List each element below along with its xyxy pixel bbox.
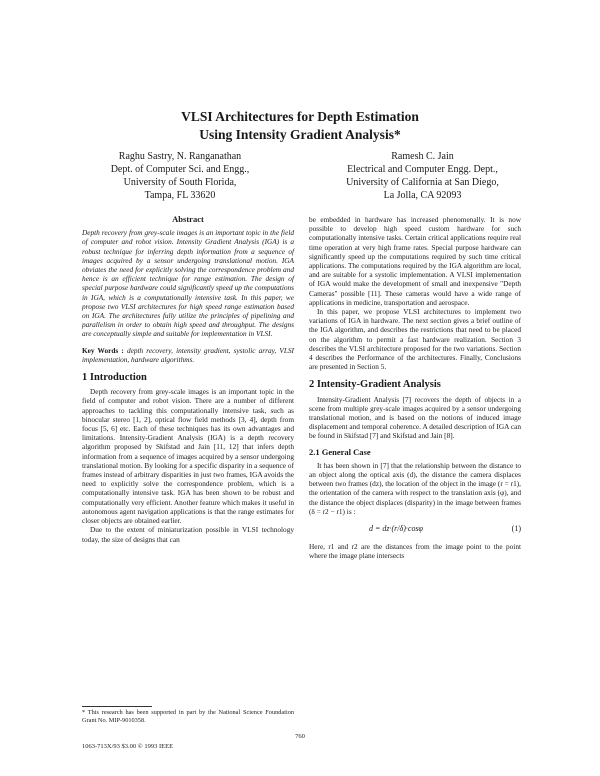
section21-para: It has been shown in [7] that the relationship between the distance to an object along the optical axis (d), the distance the camera displaces between two frames (dz), the location of the object in the image (r = r1), the orientation of the camera with respect to the translation axis (φ), and the distance the object displaces (disparity) in the image between frames (δ = r2 − r1) is : xyxy=(309,460,521,516)
keywords-label: Key Words : xyxy=(82,345,124,355)
section1-para1: Depth recovery from grey-scale images is an important topic in the field of computer and robot vision. There are a number of different approaches to tackling this computationally intensive task, such as binocular stereo [1, 2], optical flow field methods [3, 4], depth from focus [5, 6] etc. Each of these techniques has its own advantages and limitations. Intensity-Gradient Analysis (IGA) is a depth recovery algorithm proposed by Skifstad and Jain [11, 12] that infers depth information from a sequence of images acquired by a sensor undergoing translational motion. By looking for a specific disparity in a sequence of frames instead of arbitrary disparities in just two frames, IGA avoids the need to explicitly solve the correspondence problem, which is a computationally intensive task. IGA has been shown to be robust and computationally very efficient. Another feature which makes it useful in autonomous agent navigation applications is that the range estimates for closer objects are obtained earlier. xyxy=(82,387,294,526)
author-univ: University of California at San Diego, xyxy=(346,177,499,188)
copyright-code: 1063-713X/93 $3.00 © 1993 IEEE xyxy=(82,743,174,750)
left-column xyxy=(82,215,294,544)
right-para1: be embedded in hardware has increased phenomenally. It is now possible to develop high speed custom hardware for such computationally intensive tasks. Certain critical applications require real time operation at very high frame rates. Special purpose hardware can significantly speed up the computations required by such time critical applications. The computations required by the IGA algorithm are local, and are suitable for a systolic implementation. A VLSI implementation of IGA would make the development of small and inexpensive "Depth Cameras" possible [11]. These cameras would have a wide range of applications in medicine, transportation and aerospace. xyxy=(309,215,521,307)
after-equation-text: Here, r1 and r2 are the distances from the image point to the point where the image plane intersects xyxy=(309,542,521,561)
right-column xyxy=(309,215,521,561)
author-city: La Jolla, CA 92093 xyxy=(383,190,462,201)
footnote: * This research has been supported in part by the National Science Foundation Grant No. MIP-9010358. xyxy=(82,709,294,724)
keywords-text: depth recovery, intensity gradient, systolic array, VLSI implementation, hardware algorithms. xyxy=(82,345,294,364)
page-number: 760 xyxy=(295,733,305,740)
paper-title-line1: VLSI Architectures for Depth Estimation xyxy=(181,109,419,124)
equation-body: d = dz·(r/δ)·cosφ xyxy=(369,524,423,534)
section2-heading: 2 Intensity-Gradient Analysis xyxy=(309,379,441,391)
author-city: Tampa, FL 33620 xyxy=(144,190,216,201)
author-block-left xyxy=(80,150,280,202)
author-univ: University of South Florida, xyxy=(123,177,237,188)
section21-heading: 2.1 General Case xyxy=(309,446,371,457)
equation-1 xyxy=(309,521,521,539)
author-name: Ramesh C. Jain xyxy=(391,151,454,162)
section1-heading: 1 Introduction xyxy=(82,372,147,384)
section2-para: Intensity-Gradient Analysis [7] recovers the depth of objects in a scene from multiple grey-scale images acquired by a sensor undergoing translational motion, and is based on the notions of induced image displacement and temporal coherence. A detailed description of IGA can be found in Skifstad [7] and Skifstad and Jain [8]. xyxy=(309,394,521,441)
author-name: Raghu Sastry, N. Ranganathan xyxy=(118,151,242,162)
abstract-body: Depth recovery from grey-scale images is an important topic in the field of computer and robot vision. Intensity Gradient Analysis (IGA) is a robust technique for inferring depth information from a sequence of images acquired by a sensor undergoing translational motion. IGA obviates the need for explicitly solving the correspondence problem and hence is an efficient technique for range estimation. The design of special purpose hardware could significantly speed up the computations in IGA, which is a computationally intensive task. In this paper, we propose two VLSI architectures for high speed range estimation based on IGA. The architectures fully utilize the principles of pipelining and parallelism in order to obtain high speed and throughput. The designs are conceptually simple and suitable for implementation in VLSI. xyxy=(82,228,294,339)
footnote-rule xyxy=(82,706,152,707)
author-dept: Dept. of Computer Sci. and Engg., xyxy=(110,164,250,175)
author-block-right xyxy=(315,150,530,202)
abstract-heading: Abstract xyxy=(172,214,204,224)
equation-number: (1) xyxy=(511,524,521,534)
paper-title-line2: Using Intensity Gradient Analysis* xyxy=(199,127,401,142)
keywords xyxy=(82,346,294,364)
right-para2: In this paper, we propose VLSI architectures to implement two variations of IGA in hardware. The next section gives a brief outline of the IGA algorithm, and describes the restrictions that need to be placed on the algorithm to permit a fast hardware realization. Section 3 describes the VLSI architecture proposed for the two variations. Section 4 describes the Performance of the architectures. Finally, Conclusions are presented in Section 5. xyxy=(309,307,521,372)
author-dept: Electrical and Computer Engg. Dept., xyxy=(347,164,498,175)
section1-para2: Due to the extent of miniaturization possible in VLSI technology today, the size of designs that can xyxy=(82,525,294,544)
